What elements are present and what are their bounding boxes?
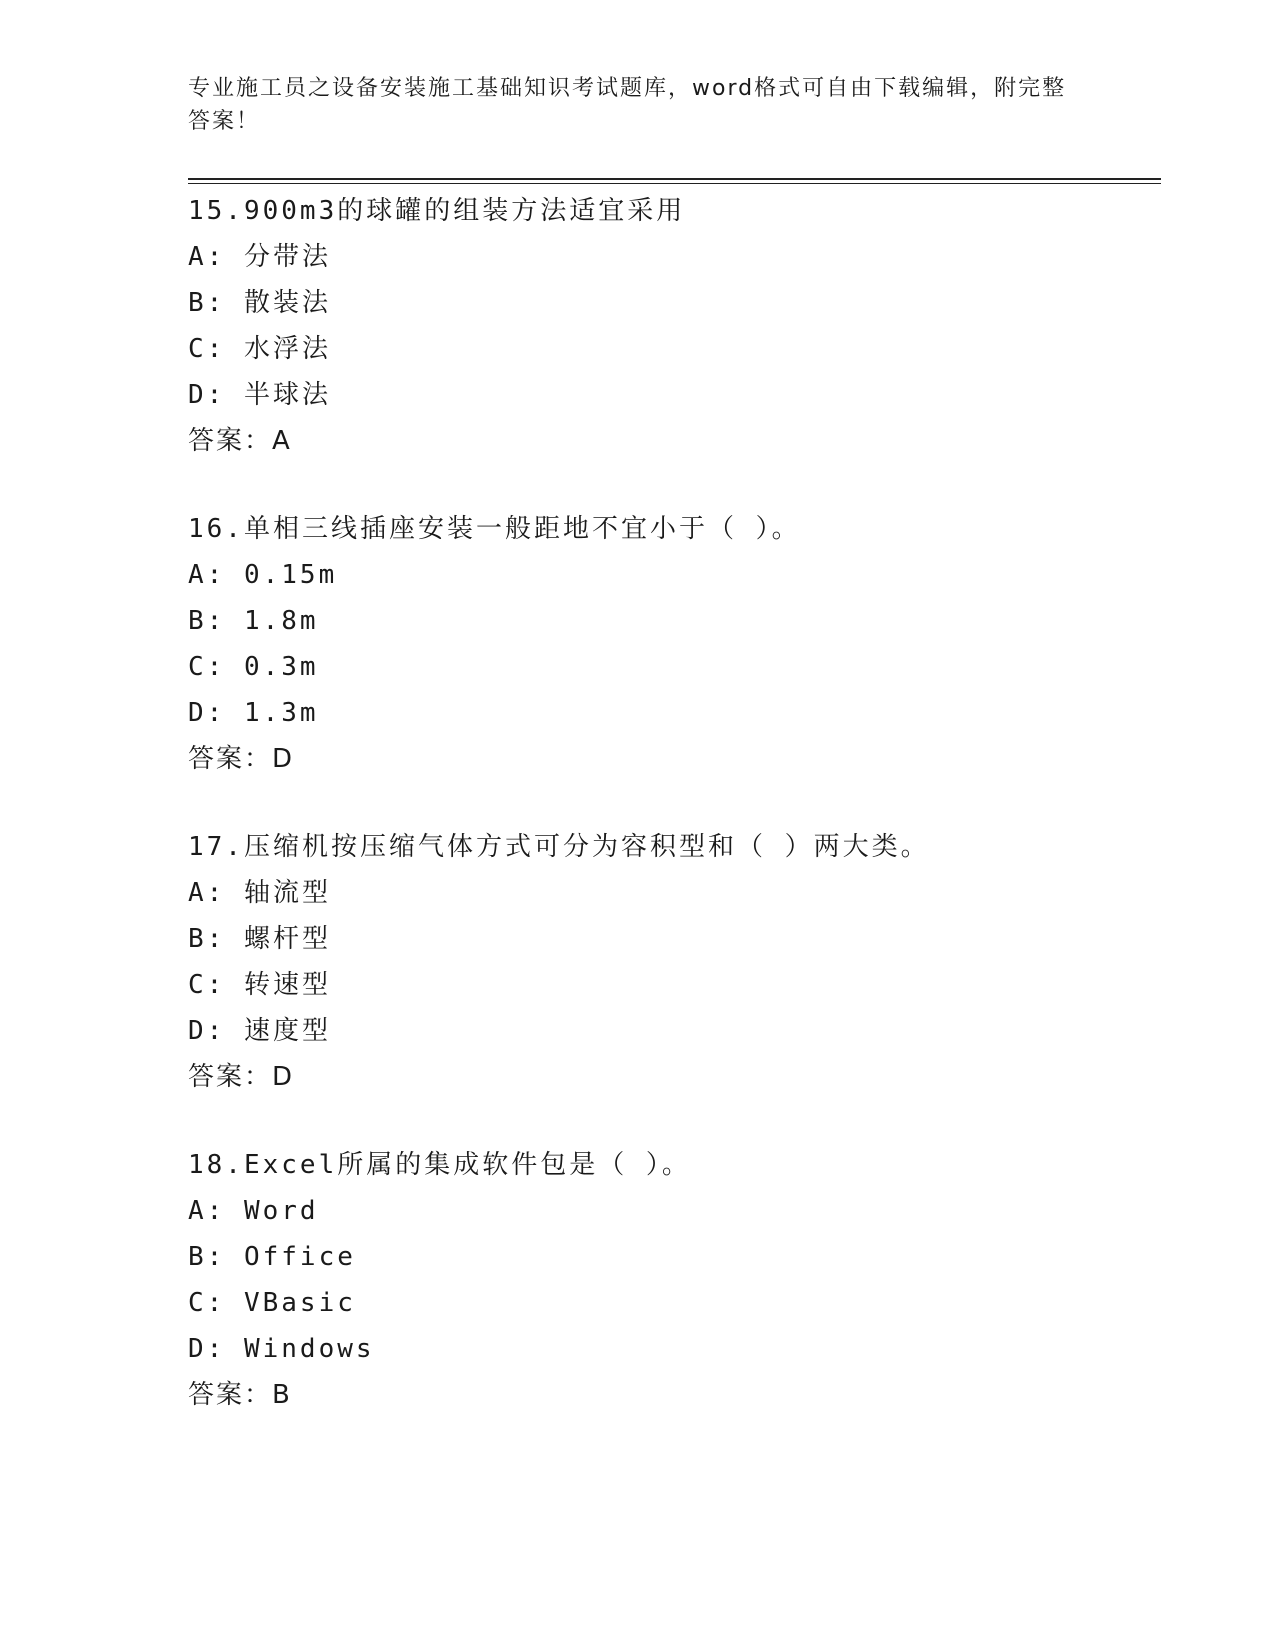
- answer-line: 答案：D: [188, 744, 295, 774]
- option-a: A: 分带法: [188, 242, 331, 272]
- option-d: D: 半球法: [188, 380, 331, 410]
- question-title: 15.900m3的球罐的组装方法适宜采用: [188, 196, 686, 226]
- question-list: [188, 188, 1161, 1460]
- option-c: C: 0.3m: [188, 652, 319, 682]
- question-title: 17.压缩机按压缩气体方式可分为容积型和（ ）两大类。: [188, 832, 930, 862]
- option-b: B: 螺杆型: [188, 924, 331, 954]
- question-16: [188, 506, 1161, 782]
- option-b: B: 1.8m: [188, 606, 319, 636]
- option-d: D: Windows: [188, 1334, 375, 1364]
- option-c: C: 水浮法: [188, 334, 331, 364]
- option-b: B: Office: [188, 1242, 356, 1272]
- answer-line: 答案：A: [188, 426, 292, 456]
- option-c: C: 转速型: [188, 970, 331, 1000]
- question-15: [188, 188, 1161, 464]
- document-header: 专业施工员之设备安装施工基础知识考试题库，word格式可自由下载编辑，附完整答案！: [188, 76, 1067, 134]
- option-d: D: 1.3m: [188, 698, 319, 728]
- option-b: B: 散装法: [188, 288, 331, 318]
- option-a: A: Word: [188, 1196, 319, 1226]
- question-18: [188, 1142, 1161, 1418]
- question-title: 16.单相三线插座安装一般距地不宜小于（ ）。: [188, 514, 801, 544]
- answer-line: 答案：D: [188, 1062, 295, 1092]
- question-17: [188, 824, 1161, 1100]
- question-title: 18.Excel所属的集成软件包是（ ）。: [188, 1150, 691, 1180]
- header-divider-thin: [188, 183, 1161, 184]
- option-a: A: 轴流型: [188, 878, 331, 908]
- option-c: C: VBasic: [188, 1288, 356, 1318]
- answer-line: 答案：B: [188, 1380, 292, 1410]
- header-divider-thick: [188, 178, 1161, 180]
- option-d: D: 速度型: [188, 1016, 331, 1046]
- option-a: A: 0.15m: [188, 560, 338, 590]
